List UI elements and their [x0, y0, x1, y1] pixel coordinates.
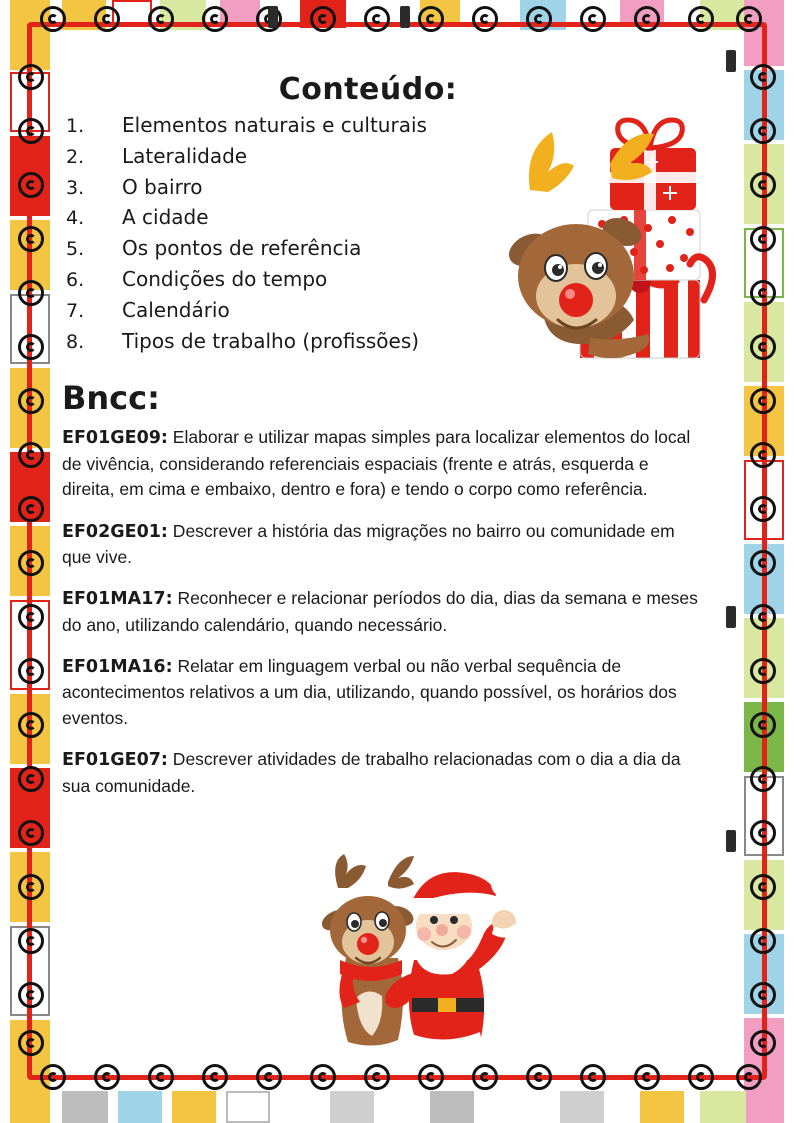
list-item-label: Tipos de trabalho (profissões): [122, 328, 420, 353]
swirl-decoration: [750, 118, 776, 144]
swirl-decoration: [18, 1030, 44, 1056]
bncc-entry: [60, 747, 702, 799]
bncc-code: EF01MA16:: [62, 657, 173, 677]
bncc-code: EF02GE01:: [62, 521, 168, 542]
swirl-decoration: [310, 1064, 336, 1090]
swirl-decoration: [18, 496, 44, 522]
swirl-decoration: [18, 118, 44, 144]
swirl-decoration: [18, 928, 44, 954]
bncc-code: EF01GE09:: [62, 428, 168, 449]
swirl-decoration: [18, 550, 44, 576]
swirl-decoration: [750, 820, 776, 846]
bncc-entry: [60, 586, 702, 638]
swirl-decoration: [418, 1064, 444, 1090]
swirl-decoration: [202, 1064, 228, 1090]
swirl-decoration: [472, 6, 498, 32]
swirl-decoration: [750, 550, 776, 576]
list-item-label: Calendário: [122, 297, 230, 322]
swirl-decoration: [364, 6, 390, 32]
swirl-decoration: [18, 604, 44, 630]
bncc-text: Descrever atividades de trabalho relacionadas com o dia a dia da sua comunidade.: [62, 749, 681, 796]
swirl-decoration: [202, 6, 228, 32]
swirl-decoration: [750, 280, 776, 306]
swirl-decoration: [18, 334, 44, 360]
swirl-decoration: [750, 388, 776, 414]
list-item-number: 3.: [66, 176, 85, 199]
santa-and-reindeer-illustration: [292, 848, 552, 1058]
clip-peg: [268, 6, 278, 28]
list-item-number: 7.: [66, 299, 85, 322]
swirl-decoration: [18, 388, 44, 414]
page-title-conteudo: Conteúdo:: [278, 72, 458, 107]
swirl-decoration: [688, 6, 714, 32]
swirl-decoration: [634, 6, 660, 32]
swirl-decoration: [526, 6, 552, 32]
bncc-entry: [60, 425, 702, 502]
swirl-decoration: [750, 1030, 776, 1056]
list-item-number: 6.: [66, 268, 85, 291]
swirl-decoration: [750, 928, 776, 954]
document-content: [60, 60, 736, 1050]
swirl-decoration: [18, 874, 44, 900]
swirl-decoration: [580, 6, 606, 32]
bncc-code: EF01MA17:: [62, 589, 173, 610]
bncc-entry: [60, 519, 702, 571]
bncc-text: Elaborar e utilizar mapas simples para localizar elementos do local de vivência, considerando referenciais espaciais (frente e atrás, esquerda e direita, em cima e embaixo, dentro e fora) e tendo o corpo como referência.: [62, 427, 691, 500]
section-title-bncc: Bncc:: [62, 379, 160, 418]
swirl-decoration: [750, 226, 776, 252]
bncc-entry: [60, 654, 702, 731]
swirl-decoration: [736, 1064, 762, 1090]
list-item-label: O bairro: [122, 174, 203, 199]
list-item-label: Condições do tempo: [122, 266, 328, 291]
list-item-label: Elementos naturais e culturais: [122, 113, 427, 137]
list-item-label: Os pontos de referência: [122, 236, 362, 261]
swirl-decoration: [148, 6, 174, 32]
swirl-decoration: [750, 442, 776, 468]
swirl-decoration: [364, 1064, 390, 1090]
list-item-number: 1.: [66, 115, 85, 137]
swirl-decoration: [634, 1064, 660, 1090]
reindeer-with-gifts-illustration: [492, 68, 742, 398]
swirl-decoration: [750, 604, 776, 630]
swirl-decoration: [750, 766, 776, 792]
swirl-decoration: [750, 658, 776, 684]
swirl-decoration: [18, 280, 44, 306]
swirl-decoration: [18, 226, 44, 252]
bottom-tape-band: [0, 1077, 794, 1123]
swirl-decoration: [750, 172, 776, 198]
swirl-decoration: [18, 64, 44, 90]
swirl-decoration: [94, 6, 120, 32]
swirl-decoration: [750, 982, 776, 1008]
swirl-decoration: [148, 1064, 174, 1090]
swirl-decoration: [18, 712, 44, 738]
swirl-decoration: [18, 658, 44, 684]
swirl-decoration: [472, 1064, 498, 1090]
swirl-decoration: [418, 6, 444, 32]
swirl-decoration: [688, 1064, 714, 1090]
swirl-decoration: [40, 6, 66, 32]
list-item-number: 4.: [66, 207, 85, 230]
swirl-decoration: [18, 820, 44, 846]
swirl-decoration: [750, 874, 776, 900]
list-item-number: 5.: [66, 238, 85, 261]
swirl-decoration: [526, 1064, 552, 1090]
swirl-decoration: [18, 766, 44, 792]
bncc-code: EF01GE07:: [62, 750, 168, 771]
bncc-text: Reconhecer e relacionar períodos do dia, dias da semana e meses do ano, utilizando calendário, quando necessário.: [62, 588, 698, 635]
swirl-decoration: [736, 6, 762, 32]
swirl-decoration: [256, 1064, 282, 1090]
list-item-label: A cidade: [122, 205, 209, 230]
swirl-decoration: [310, 6, 336, 32]
swirl-decoration: [580, 1064, 606, 1090]
swirl-decoration: [18, 982, 44, 1008]
swirl-decoration: [750, 712, 776, 738]
swirl-decoration: [94, 1064, 120, 1090]
bncc-text: Relatar em linguagem verbal ou não verbal sequência de acontecimentos relativos a um dia, utilizando, quando possível, os horários dos eventos.: [62, 656, 677, 728]
list-item-label: Lateralidade: [122, 143, 248, 168]
bncc-text: Descrever a história das migrações no bairro ou comunidade em que vive.: [62, 520, 675, 567]
list-item-number: 8.: [66, 330, 85, 353]
swirl-decoration: [750, 334, 776, 360]
swirl-decoration: [750, 64, 776, 90]
swirl-decoration: [18, 172, 44, 198]
clip-peg: [400, 6, 410, 28]
swirl-decoration: [40, 1064, 66, 1090]
list-item-number: 2.: [66, 145, 85, 168]
swirl-decoration: [18, 442, 44, 468]
swirl-decoration: [750, 496, 776, 522]
